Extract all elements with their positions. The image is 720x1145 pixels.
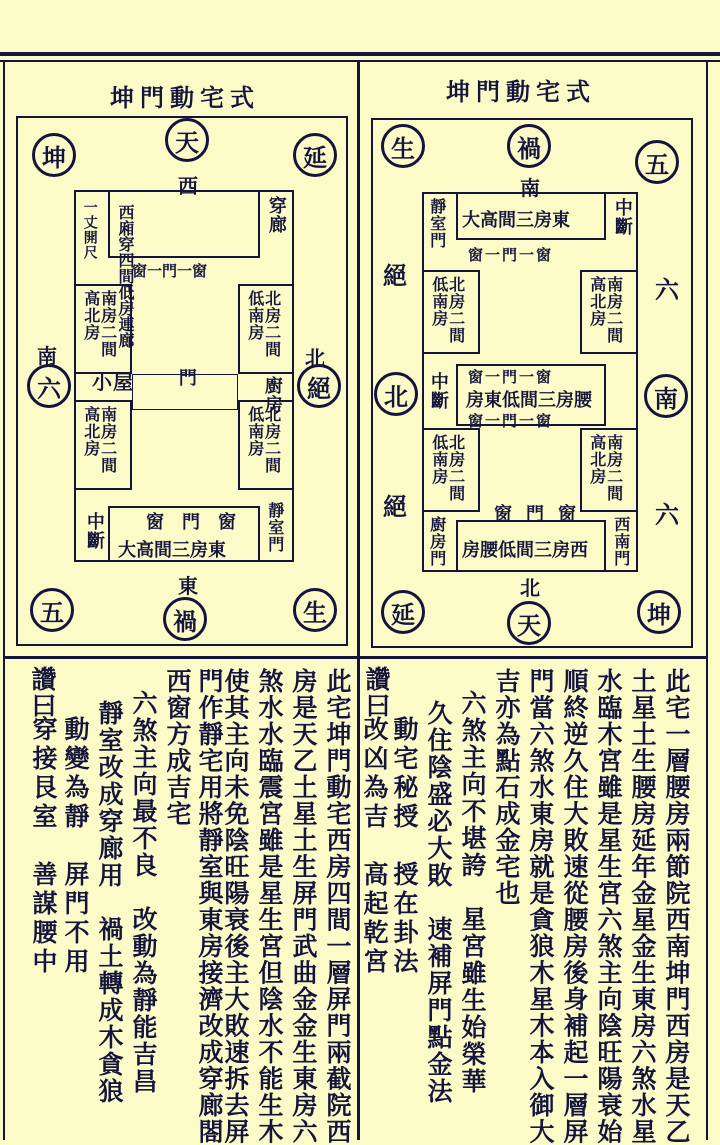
left-verse-3: 動變為靜 屏門不用 xyxy=(61,716,90,977)
left-text-col-2: 房是天乙土星土生屏門武曲金金生東房六 xyxy=(289,668,318,1145)
left-bottom-row-text: 東房三間高大 xyxy=(118,540,226,561)
left-center-mid-text: 門 xyxy=(175,368,197,387)
left-text-col-5: 門作靜宅用將靜室與東房接濟改成穿廊閤 xyxy=(195,668,224,1145)
right-text-col-4: 順終逆久住大敗速從腰房後身補起一層屏 xyxy=(560,668,589,1145)
right-side-right: 南 xyxy=(644,374,688,418)
right-corner-bottom-right: 坤 xyxy=(637,590,681,634)
left-center-text: 小屋 xyxy=(92,370,134,394)
right-plan-title: 坤門動宅式 xyxy=(446,77,596,106)
right-left-upper-text: 北房二間低南房 xyxy=(429,276,466,344)
top-border-thin xyxy=(0,60,720,62)
left-verse-label: 讚曰 xyxy=(28,666,57,719)
left-top-row-text: 西廂穿四間低房連廊 xyxy=(116,204,135,348)
right-corner-bottom-left: 延 xyxy=(381,590,425,634)
right-side-right-lower: 六 xyxy=(655,500,679,529)
left-top-right-text: 穿廊 xyxy=(265,196,287,234)
right-corner-top-mid: 禍 xyxy=(507,124,551,168)
right-top-row-text: 東房三間高大 xyxy=(462,210,570,231)
right-verse-1: 六煞主向不堪誇 星宮雖生始榮華 xyxy=(458,690,487,1095)
right-side-left-upper: 絕 xyxy=(383,261,407,290)
left-corner-bottom-left: 五 xyxy=(30,588,74,632)
left-text-col-4: 使其主向未免陰旺陽衰後主大敗速拆去屏 xyxy=(221,668,250,1145)
right-verse-3: 動宅秘授 授在卦法 xyxy=(390,716,419,977)
left-verse-2: 靜室改成穿廊用 禍土轉成木貪狼 xyxy=(95,700,124,1105)
left-bottom-right-text: 靜室門 xyxy=(265,502,285,553)
left-side-left: 六 xyxy=(27,364,71,408)
left-border xyxy=(3,60,5,1140)
left-corner-top-mid: 天 xyxy=(165,118,209,162)
mid-divider xyxy=(3,656,708,659)
left-left-lower-text: 南房二間高北房 xyxy=(81,406,118,474)
right-window-bottom: 窗門窗 xyxy=(494,504,590,525)
left-bottom-label: 東 xyxy=(178,574,198,598)
right-corner-top-left: 生 xyxy=(381,124,425,168)
top-border xyxy=(0,52,720,56)
left-verse-4: 穿接艮室 善謀腰中 xyxy=(29,716,58,977)
right-window-mid-bottom: 窗一門一窗 xyxy=(468,412,554,430)
left-window-bottom: 窗門窗 xyxy=(146,512,254,533)
right-text-col-2: 土星土生腰房延年金星金生東房六煞水星 xyxy=(628,668,657,1145)
right-right-upper-text: 南房二間高北房 xyxy=(587,276,624,344)
left-side-left-label: 南 xyxy=(37,344,57,368)
left-right-mid-text: 廚房 xyxy=(261,376,283,414)
left-plan-title: 坤門動宅式 xyxy=(110,83,260,112)
right-bottom-right-text: 西南門 xyxy=(611,516,631,567)
left-corner-top-right: 延 xyxy=(293,133,337,177)
right-side-right-upper: 六 xyxy=(655,275,679,304)
right-top-left-text: 靜室門 xyxy=(427,198,447,249)
right-corner-bottom-mid: 天 xyxy=(507,601,551,645)
right-bottom-row-text: 西房三間低腰房 xyxy=(462,540,588,561)
right-verse-4: 改凶為吉 高起乾宮 xyxy=(360,716,389,977)
left-right-upper-text: 北房二間低南房 xyxy=(245,290,282,358)
right-top-right-text: 中斷 xyxy=(611,198,633,236)
right-left-lower-text: 北房二間低南房 xyxy=(429,434,466,502)
left-text-col-3: 煞水水臨震宮雖是星生宮但陰水不能生木 xyxy=(255,668,284,1145)
left-top-label: 西 xyxy=(178,174,198,198)
right-text-col-1: 此宅一層腰房兩節院西南坤門西房是天乙 xyxy=(662,668,691,1145)
right-window-top: 窗一門一窗 xyxy=(468,246,554,264)
right-window-mid-top: 窗一門一窗 xyxy=(468,368,554,386)
left-left-upper-text: 南房二間高北房 xyxy=(81,290,118,358)
right-right-lower-text: 南房二間高北房 xyxy=(587,434,624,502)
right-corner-top-right: 五 xyxy=(635,140,679,184)
right-text-col-3: 水臨木宮雖是星生宮六煞主向陰旺陽衰始 xyxy=(594,668,623,1145)
center-divider xyxy=(357,60,360,1140)
left-top-left-text: 一丈開尺 xyxy=(81,200,98,260)
right-verse-2: 久住陰盛必大敗 速補屏門點金法 xyxy=(424,700,453,1105)
right-top-label: 南 xyxy=(520,176,540,200)
right-verse-label: 讚曰 xyxy=(362,666,391,719)
left-side-right: 絕 xyxy=(297,364,341,408)
right-border xyxy=(706,60,708,1140)
right-bottom-label: 北 xyxy=(520,576,540,600)
left-verse-1: 六煞主向最不良 改動為靜能吉昌 xyxy=(129,690,158,1095)
right-mid-row-text: 腰房三間低東房 xyxy=(466,390,592,411)
right-bottom-left-text: 廚房門 xyxy=(427,516,447,567)
left-corner-top-left: 坤 xyxy=(32,133,76,177)
left-corner-bottom-mid: 禍 xyxy=(163,597,207,641)
left-bottom-left-text: 中斷 xyxy=(83,512,105,550)
left-text-col-6: 西窗方成吉宅 xyxy=(163,668,192,827)
left-window-top: 窗一門一窗 xyxy=(132,262,208,280)
right-side-left: 北 xyxy=(374,372,418,416)
right-side-left-lower: 絕 xyxy=(383,492,407,521)
left-corner-bottom-right: 生 xyxy=(293,588,337,632)
left-text-col-1: 此宅坤門動宅西房四間一層屏門兩截院西 xyxy=(323,668,352,1145)
left-right-lower-text: 北房二間低南房 xyxy=(245,406,282,474)
left-side-right-label: 北 xyxy=(305,346,325,370)
right-text-col-6: 吉亦為點石成金宅也 xyxy=(492,668,521,907)
right-text-col-5: 門當六煞水東房就是貪狼木星木本入御大 xyxy=(526,668,555,1145)
right-mid-left-text: 中斷 xyxy=(427,372,449,410)
